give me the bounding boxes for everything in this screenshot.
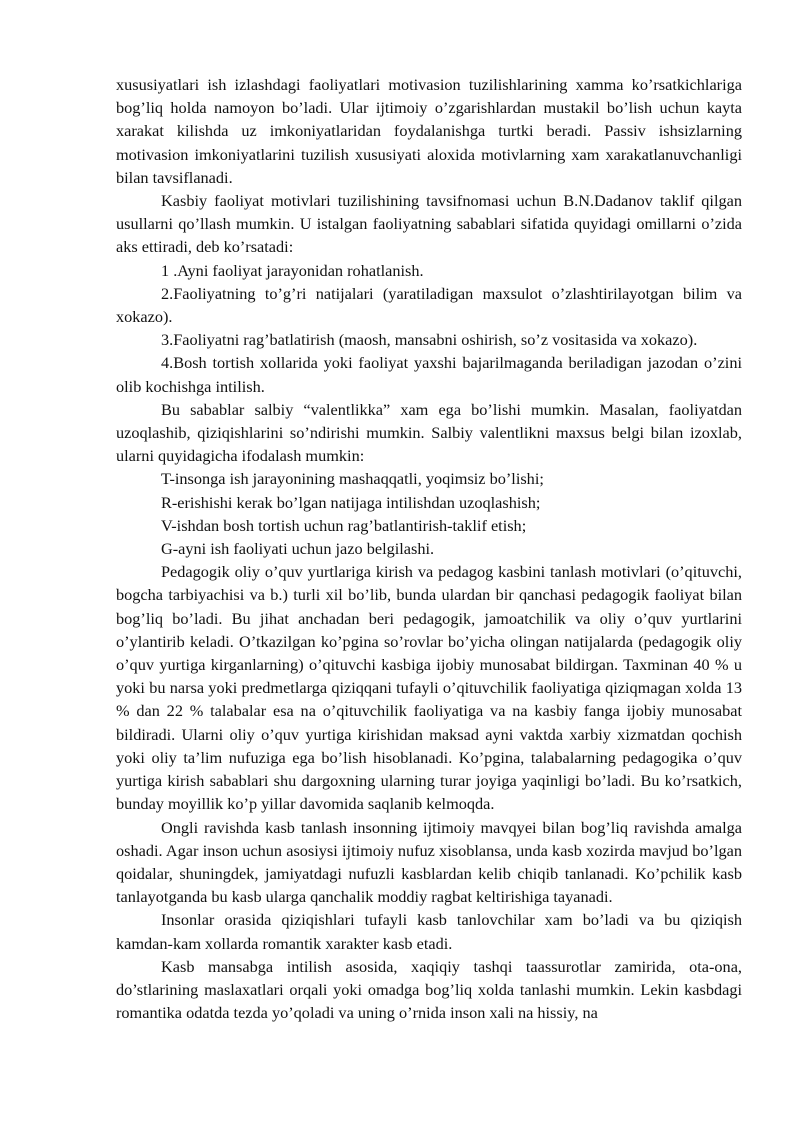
paragraph: xususiyatlari ish izlashdagi faoliyatlari motivasion tuzilishlarining xamma ko’rsatkichlariga bog’liq holda namoyon bo’ladi. Ular ijtimoiy o’zgarishlardan mustakil bo’lish uchun kayta xarakat kilishda uz imkoniyatlaridan foydalanishga turtki beradi. Passiv ishsizlarning motivasion imkoniyatlarini tuzilish xususiyati aloxida motivlarning xam xarakatlanuvchanligi bilan tavsiflanadi. [116, 75, 742, 187]
body-text [116, 73, 742, 1024]
list-item: V-ishdan bosh tortish uchun rag’batlantirish-taklif etish; [161, 515, 527, 535]
list-item: T-insonga ish jarayonining mashaqqatli, yoqimsiz bo’lishi; [161, 469, 544, 489]
paragraph: Kasbiy faoliyat motivlari tuzilishining tavsifnomasi uchun B.N.Dadanov taklif qilgan usullarni qo’llash mumkin. U istalgan faoliyatning sabablari sifatida quyidagi omillarni o’zida aks ettiradi, deb ko’rsatadi: [116, 191, 742, 257]
list-item: 2.Faoliyatning to’g’ri natijalari (yaratiladigan maxsulot o’zlashtirilayotgan bilim va xokazo). [116, 283, 742, 327]
list-item: G-ayni ish faoliyati uchun jazo belgilashi. [161, 539, 435, 559]
list-item: 1 .Ayni faoliyat jarayonidan rohatlanish. [161, 260, 424, 280]
list-item: 4.Bosh tortish xollarida yoki faoliyat yaxshi bajarilmaganda beriladigan jazodan o’zini olib kochishga intilish. [116, 353, 742, 396]
paragraph: Bu sabablar salbiy “valentlikka” xam ega bo’lishi mumkin. Masalan, faoliyatdan uzoqlashib, qiziqishlarini so’ndirishi mumkin. Salbiy valentlikni maxsus belgi bilan izoxlab, ularni quyidagicha ifodalash mumkin: [116, 399, 742, 466]
list-item: 3.Faoliyatni rag’batlatirish (maosh, mansabni oshirish, so’z vositasida va xokazo). [161, 330, 698, 350]
paragraph: Pedagogik oliy o’quv yurtlariga kirish va pedagog kasbini tanlash motivlari (o’qituvchi, bogcha tarbiyachisi va b.) turli xil bo’lib, bunda ulardan bir qanchasi pedagogik faoliyat bilan bog’liq bo’ladi. Bu jihat anchadan beri pedagogik, jamoatchilik va oliy o’quv yurtlarini o’ylantirib keladi. O’tkazilgan ko’pgina so’rovlar bo’yicha olingan natijalarda (pedagogik oliy o’quv yurtiga kirganlarning) o’qituvchi kasbiga ijobiy munosabat bildirgan. Taxminan 40 % u yoki bu narsa yoki predmetlarga qiziqqani tufayli o’qituvchilik faoliyatiga qiziqmagan xolda 13 % dan 22 % talabalar esa na o’qituvchilik faoliyatiga va na kasbiy fanga ijobiy munosabat bildiradi. Ularni oliy o’quv yurtiga kirishidan maksad ayni vaktda xarbiy xizmatdan qochish yoki oliy ta’lim nufuziga ega bo’lish hisoblanadi. Ko’pgina, talabalarning pedagogika o’quv yurtiga kirish sabablari shu dargoxning ularning turar joyiga yaqinligi bo’ladi. Bu ko’rsatkich, bunday moyillik ko’p yillar davomida saqlanib kelmoqda. [116, 562, 742, 814]
paragraph: Ongli ravishda kasb tanlash insonning ijtimoiy mavqyei bilan bog’liq ravishda amalga oshadi. Agar inson uchun asosiysi ijtimoiy nufuz xisoblansa, unda kasb xozirda mavjud bo’lgan qoidalar, shuningdek, jamiyatdagi nufuzli kasblardan kelib chiqib tanlanadi. Ko’pchilik kasb tanlayotganda bu kasb ularga qanchalik moddiy ragbat keltirishiga tayanadi. [116, 817, 742, 907]
list-item: R-erishishi kerak bo’lgan natijaga intilishdan uzoqlashish; [161, 492, 541, 512]
paragraph: Insonlar orasida qiziqishlari tufayli kasb tanlovchilar xam bo’ladi va bu qiziqish kamdan-kam xollarda romantik xarakter kasb etadi. [116, 910, 742, 953]
paragraph: Kasb mansabga intilish asosida, xaqiqiy tashqi taassurotlar zamirida, ota-ona, do’stlarining maslaxatlari orqali yoki omadga bog’liq xolda tanlashi mumkin. Lekin kasbdagi romantika odatda tezda yo’qoladi va uning o’rnida inson xali na hissiy, na [116, 956, 742, 1023]
